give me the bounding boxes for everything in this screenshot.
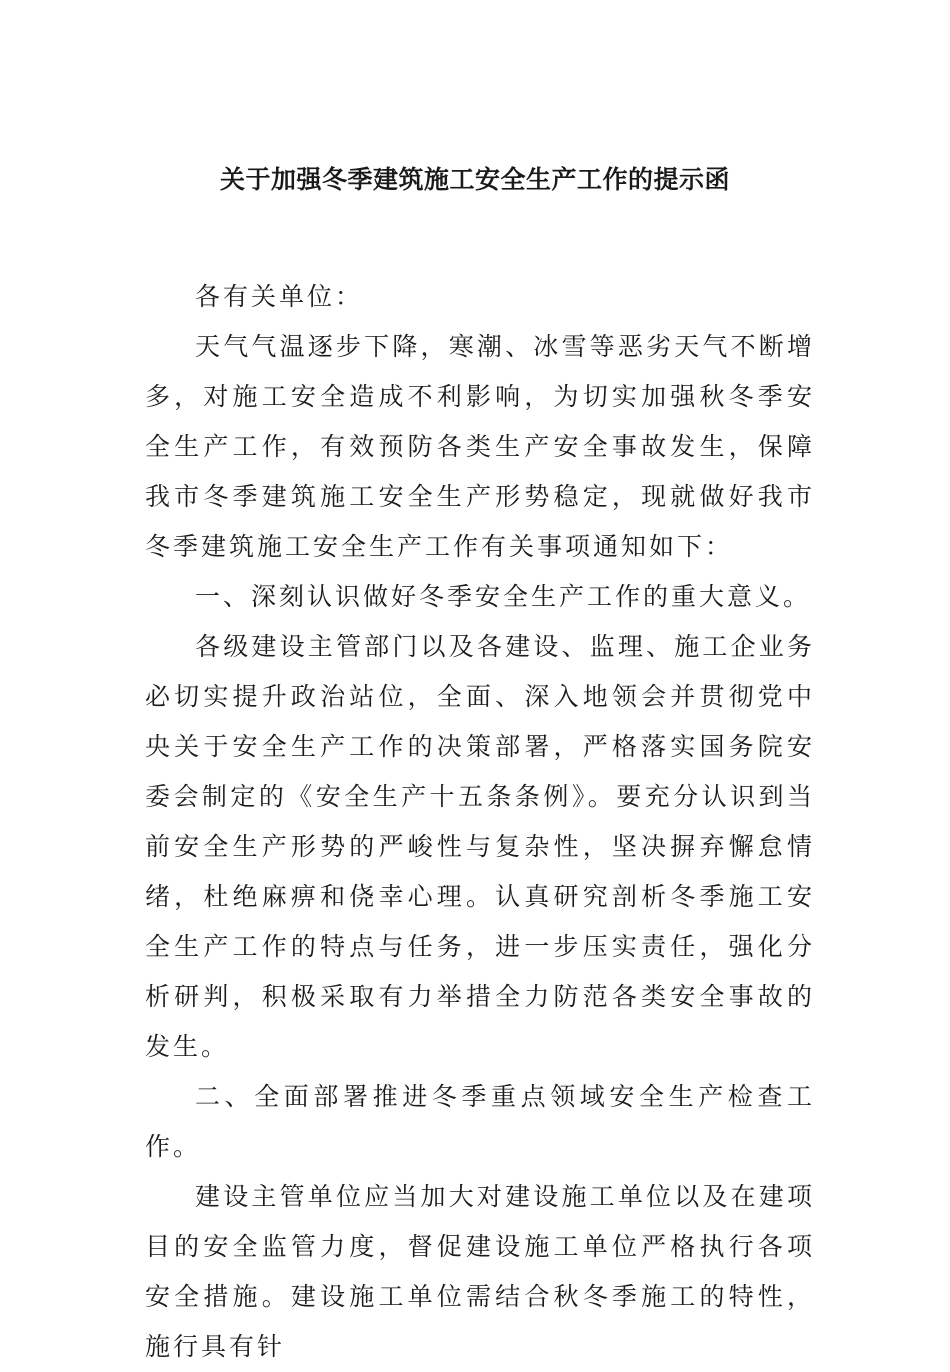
paragraph-intro: 天气气温逐步下降，寒潮、冰雪等恶劣天气不断增多，对施工安全造成不利影响，为切实加强秋冬季安全生产工作，有效预防各类生产安全事故发生，保障我市冬季建筑施工安全生产形势稳定，现就做好我市冬季建筑施工安全生产工作有关事项通知如下： bbox=[145, 332, 815, 561]
section-heading-1: 一、深刻认识做好冬季安全生产工作的重大意义。 bbox=[195, 582, 812, 611]
document-body bbox=[145, 272, 815, 1372]
document-title: 关于加强冬季建筑施工安全生产工作的提示函 bbox=[219, 165, 730, 194]
paragraph-section-2: 建设主管单位应当加大对建设施工单位以及在建项目的安全监管力度，督促建设施工单位严格执行各项安全措施。建设施工单位需结合秋冬季施工的特性，施行具有针 bbox=[145, 1182, 815, 1361]
salutation: 各有关单位： bbox=[195, 282, 364, 311]
paragraph-section-1: 各级建设主管部门以及各建设、监理、施工企业务必切实提升政治站位，全面、深入地领会并贯彻党中央关于安全生产工作的决策部署，严格落实国务院安委会制定的《安全生产十五条条例》。要充分认识到当前安全生产形势的严峻性与复杂性，坚决摒弃懈怠情绪，杜绝麻痹和侥幸心理。认真研究剖析冬季施工安全生产工作的特点与任务，进一步压实责任，强化分析研判，积极采取有力举措全力防范各类安全事故的发生。 bbox=[145, 632, 815, 1061]
section-heading-2: 二、全面部署推进冬季重点领域安全生产检查工作。 bbox=[145, 1082, 815, 1161]
